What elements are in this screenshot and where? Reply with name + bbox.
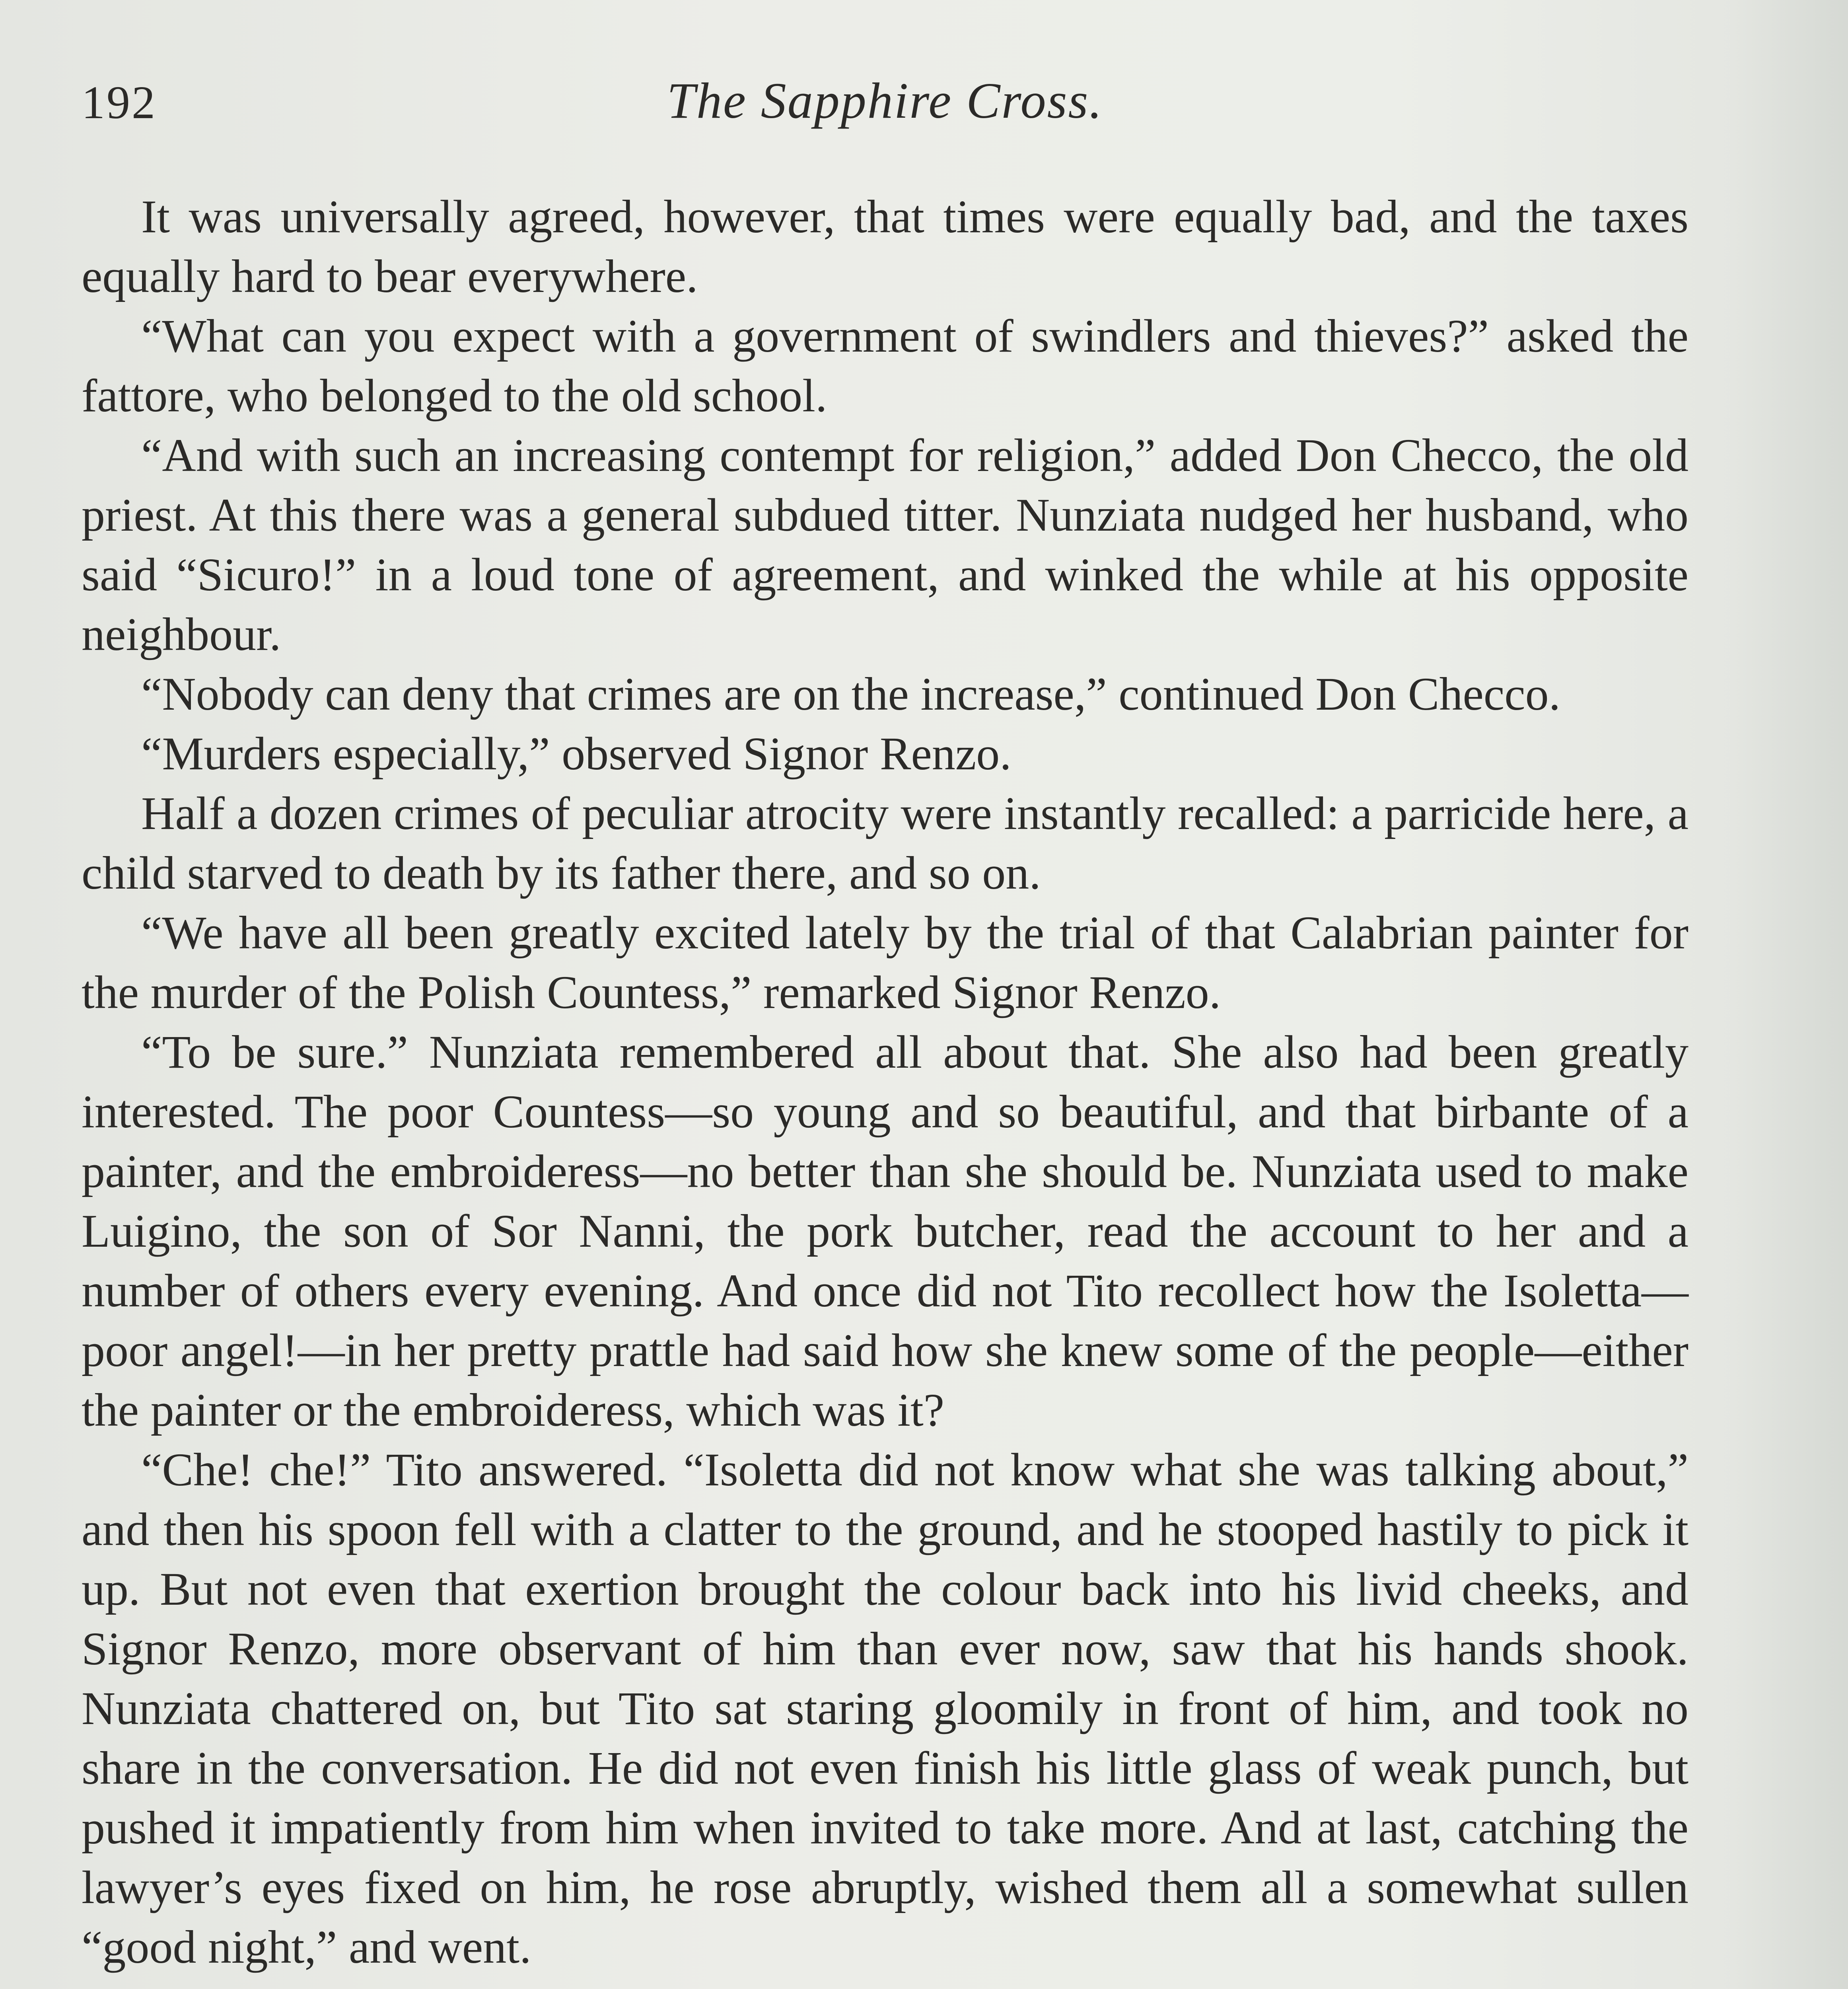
paragraph: “We have all been greatly excited lately by the trial of that Calabrian painter for the murder of the Polish Countess,” remarked Signor Renzo. [82,907,1688,1018]
paragraph: “To be sure.” Nunziata remembered all about that. She also had been greatly interested. The poor Countess—so young and so beautiful, and that birbante of a painter, and the embroideress—no better than she should be. Nunziata used to make Luigino, the son of Sor Nanni, the pork butcher, read the account to her and a number of others every evening. And once did not Tito recollect how the Isoletta—poor angel!—in her pretty prattle had said how she knew some of the people—either the painter or the embroideress, which was it? [82,1026,1688,1436]
paragraph: Half a dozen crimes of peculiar atrocity were instantly recalled: a parricide here, a child starved to death by its father there, and so on. [82,787,1688,899]
page-header [82,72,1688,135]
paragraph: “And with such an increasing contempt for religion,” added Don Checco, the old priest. At this there was a general subdued titter. Nunziata nudged her husband, who said “Sicuro!” in a loud tone of agreement, and winked the while at his opposite neighbour. [82,429,1688,660]
paragraph: “Che! che!” Tito answered. “Isoletta did not know what she was talking about,” and then his spoon fell with a clatter to the ground, and he stooped hastily to pick it up. But not even that exertion brought the colour back into his livid cheeks, and Signor Renzo, more observant of him than ever now, saw that his hands shook. Nunziata chattered on, but Tito sat staring gloomily in front of him, and took no share in the conversation. He did not even finish his little glass of weak punch, but pushed it impatiently from him when invited to take more. And at last, catching the lawyer’s eyes fixed on him, he rose abruptly, wished them all a somewhat sullen “good night,” and went. [82,1444,1688,1973]
paragraph: It was universally agreed, however, that times were equally bad, and the taxes equally hard to bear everywhere. [82,191,1688,302]
page-number: 192 [82,76,157,128]
page-edge-shadow [1729,0,1848,1989]
section-break [82,1977,1688,1989]
paragraph: “Murders especially,” observed Signor Renzo. [141,728,1012,780]
running-title: The Sapphire Cross. [667,72,1103,129]
body-text [82,187,1688,1989]
paragraph: “Nobody can deny that crimes are on the increase,” continued Don Checco. [141,668,1561,720]
paragraph: “What can you expect with a government of swindlers and thieves?” asked the fattore, who belonged to the old school. [82,310,1688,422]
